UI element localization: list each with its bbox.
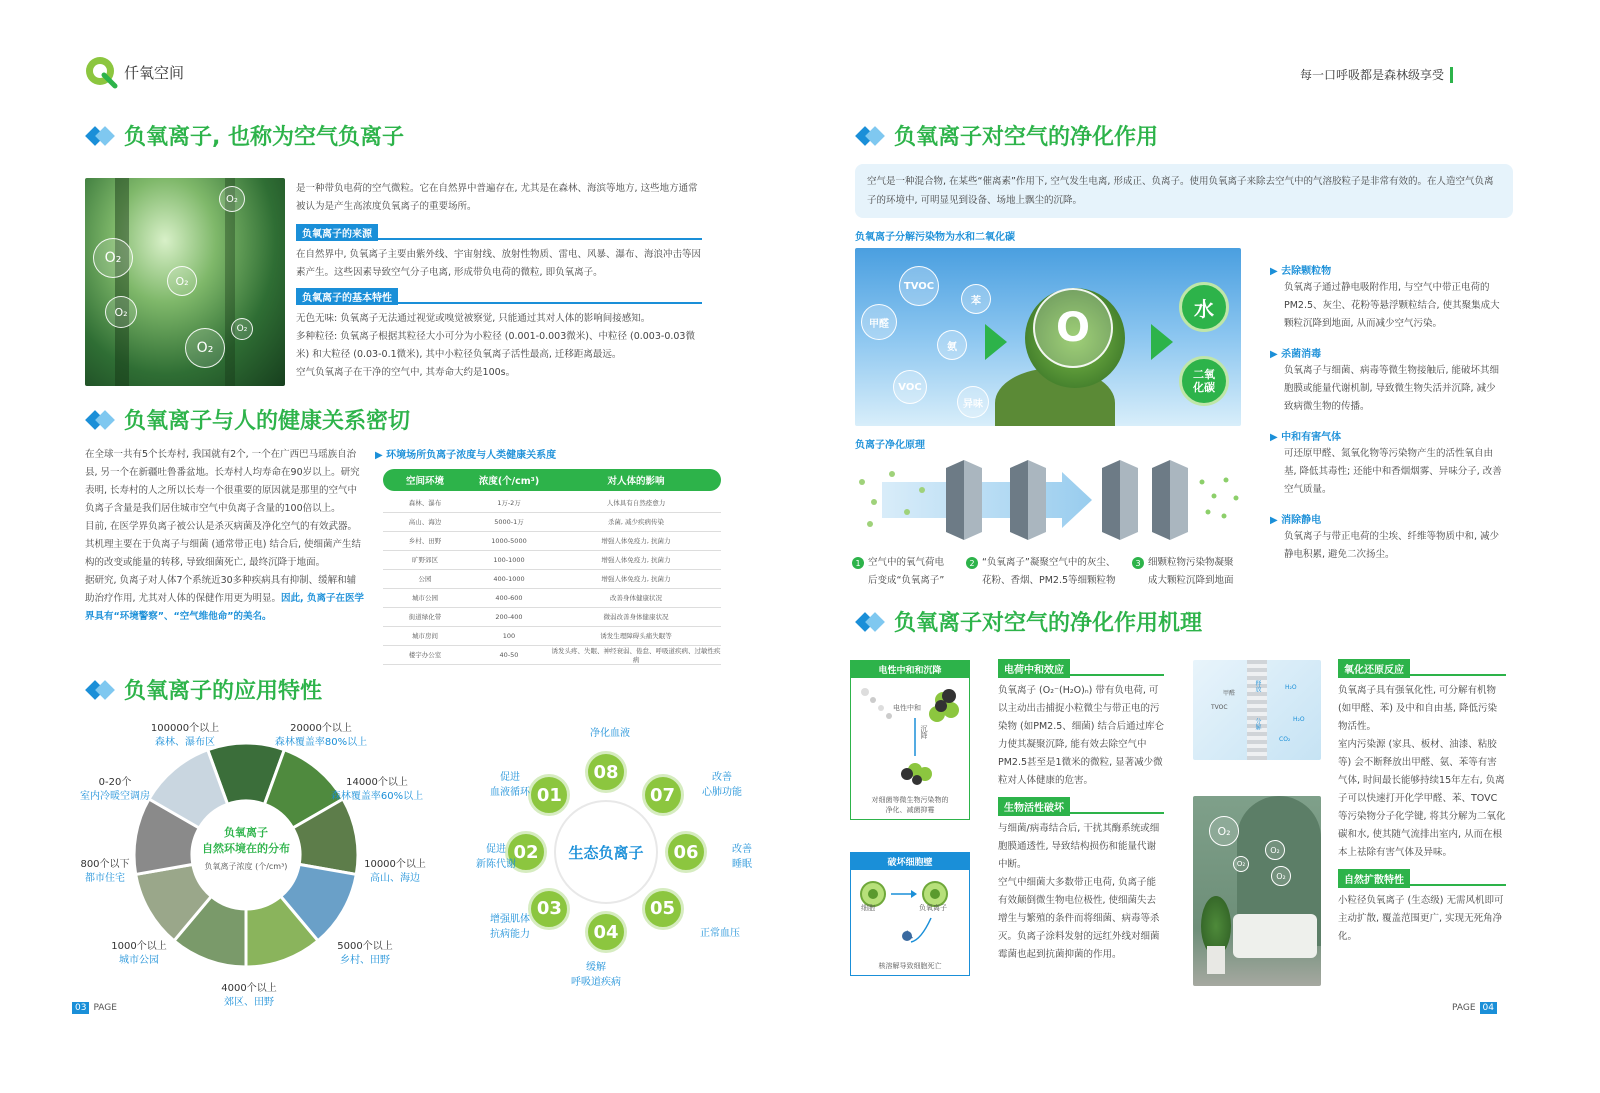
table-cell: 200-400 — [467, 607, 551, 626]
bio-text: 空气中细菌大多数带正电荷, 负离子能有效颠倒微生物电位极性, 使细菌失去增生与繁殖的条件而将细菌、病毒等杀灭。负离子涂料发射的远红外线对细菌霉菌也起到抗菌抑菌的作用。 — [998, 877, 1160, 960]
filter-diagram — [852, 452, 1244, 548]
table-cell: 5000-1万 — [467, 512, 551, 531]
section-title-mechanism: 负氧离子对空气的净化作用机理 — [858, 606, 1202, 637]
effect-text: 负氧离子与细菌、病毒等微生物接触后, 能破坏其细胞膜或能量代谢机制, 导致微生物失活并沉降, 减少致病微生物的传播。 — [1284, 365, 1500, 412]
table-row — [383, 550, 721, 569]
diamond-icon — [88, 411, 116, 429]
center-o-bubble: O — [1033, 288, 1113, 368]
eco-label: 促进 血液循环 — [490, 772, 530, 798]
effect-item — [1270, 262, 1502, 333]
box1-title: 电性中和和沉降 — [851, 661, 969, 678]
health-para: 据研究, 负离子对人体7个系统近30多种疾病具有抑制、缓解和辅助治疗作用, 尤其对人体的保健作用更为明显。因此, 负离子在医学界具有“环境警察”、“空气维他命”的美名。 — [85, 575, 364, 622]
subheading-diffusion: 自然扩散特性 — [1338, 868, 1506, 886]
table-row — [383, 645, 721, 664]
table-row — [383, 531, 721, 550]
img2-title: 负离子净化原理 — [855, 440, 925, 451]
diamond-icon — [858, 127, 886, 145]
o2-bubble: O₂ — [1271, 866, 1291, 886]
eco-label: 增强肌体 抗病能力 — [490, 914, 530, 940]
effect-title: ▶ 去除颗粒物 — [1270, 266, 1332, 277]
product-bubble-water: 水 — [1179, 282, 1229, 332]
table-cell: 高山、海边 — [383, 512, 467, 531]
forest-bubble-image — [85, 178, 285, 386]
eco-center-label: 生态负离子 — [568, 843, 644, 862]
table-cell: 改善身体健康状况 — [551, 588, 721, 607]
oxi-label: 甲醛 — [1223, 690, 1236, 697]
slogan: 每一口呼吸都是森林级享受 — [1300, 66, 1453, 83]
oxi-label: H₂O — [1285, 684, 1297, 691]
o2-bubble: O₂ — [1209, 816, 1239, 846]
o2-bubble: O₂ — [167, 266, 197, 296]
box1-caption: 对细菌等微生物污染物的 净化、减菌抑霉 — [871, 796, 949, 814]
table-row — [383, 493, 721, 512]
eco-label: 缓解 呼吸道疾病 — [571, 962, 621, 988]
arrow-icon — [1151, 324, 1173, 360]
diamond-icon — [858, 613, 886, 631]
o2-bubble: O₂ — [1265, 840, 1285, 860]
section-title-health: 负氧离子与人的健康关系密切 — [88, 404, 410, 435]
section-title-purify: 负氧离子对空气的净化作用 — [858, 120, 1158, 151]
table-cell: 城市公园 — [383, 588, 467, 607]
diamond-icon — [88, 127, 116, 145]
table-row — [383, 569, 721, 588]
effect-title: ▶ 中和有害气体 — [1270, 432, 1342, 443]
pollutant-bubble: 氨 — [937, 330, 967, 360]
table-cell: 街道绿化带 — [383, 607, 467, 626]
pie-label: 10000个以上 高山、海边 — [364, 859, 426, 884]
oxi-label: CO₂ — [1279, 736, 1291, 743]
intro-box: 空气是一种混合物, 在某些“催离素”作用下, 空气发生电离, 形成正、负离子。使用负氧离子来除去空气中的气溶胶粒子是非常有效的。在人造空气负离子的环境中, 可明显见到设备、场地上飘尘的沉降。 — [855, 164, 1513, 218]
pie-center-sub: 负氧离子浓度 (个/cm³) — [204, 862, 288, 871]
pollutant-bubble: 苯 — [961, 284, 991, 314]
effect-text: 负氧离子与带正电荷的尘埃、纤维等物质中和, 减少静电积累, 避免二次扬尘。 — [1284, 531, 1500, 560]
oxi-label: H₂O — [1293, 716, 1305, 723]
eco-label: 改善 心肺功能 — [702, 772, 742, 798]
page-number-right: PAGE 04 — [1452, 1002, 1497, 1014]
pie-center-title: 负氧离子 自然环境在的分布 — [202, 826, 290, 855]
o2-bubble: O₂ — [105, 296, 137, 328]
table-row — [383, 512, 721, 531]
brand-name: 仟氧空间 — [124, 63, 185, 82]
box2-label: 负氧离子 — [919, 904, 947, 912]
pie-label: 14000个以上 森林覆盖率60%以上 — [330, 777, 424, 802]
purify-step — [1132, 554, 1244, 590]
subheading-bio: 生物活性破坏 — [998, 796, 1164, 814]
subheading-source: 负氧离子的来源 — [296, 222, 702, 240]
eco-label: 正常血压 — [700, 928, 740, 939]
pollutant-bubble: 异味 — [957, 386, 989, 418]
eco-number-circle: 03 — [528, 888, 570, 930]
table-cell: 100-1000 — [467, 550, 551, 569]
page-number-left: 03 PAGE — [72, 1002, 117, 1014]
step-number: 3 — [1132, 557, 1144, 569]
box2-caption: 核溶解导致细胞死亡 — [878, 962, 942, 970]
section-title-application: 负氧离子的应用特性 — [88, 674, 322, 705]
o2-bubble: O₂ — [93, 238, 133, 278]
effect-item — [1270, 428, 1502, 499]
table-cell: 1万-2万 — [467, 493, 551, 512]
oxidation-image — [1193, 660, 1321, 760]
product-bubble-co2: 二氧 化碳 — [1179, 356, 1229, 406]
cell-diagram — [851, 870, 969, 970]
subheading-feature: 负氧离子的基本特性 — [296, 286, 702, 304]
purify-step — [852, 554, 962, 590]
diffusion-text: 小粒径负氧离子 (生态级) 无需风机即可主动扩散, 覆盖范围更广, 实现无死角净化。 — [1338, 895, 1504, 942]
eco-number-circle: 01 — [528, 774, 570, 816]
table-cell: 乡村、田野 — [383, 531, 467, 550]
oxi-text: 室内污染源 (家具、板材、油漆、粘胶等) 会不断释放出甲醛、氨、苯等有害气体, 时间最长能够持续15年左右, 负离子可以快速打开化学甲醛、苯、TOVC等污染物分子化学键, 将其分解为二氧化碳和水, 使其随气流排出室内, 从而在根本上祛除有害气体及异味。 — [1338, 739, 1506, 858]
table-row — [383, 626, 721, 645]
health-para: 目前, 在医学界负离子被公认是杀灭病菌及净化空气的有效武器。其机理主要在于负离子与细菌 (通常带正电) 结合后, 使细菌产生结构的改变或能量的转移, 导致细菌死亡, 最终沉降于地面。 — [85, 521, 361, 568]
pie-label: 5000个以上 乡村、田野 — [337, 941, 393, 966]
subheading-charge: 电荷中和效应 — [998, 658, 1164, 676]
table-cell: 旷野郊区 — [383, 550, 467, 569]
diamond-icon — [88, 681, 116, 699]
intro-text: 是一种带负电荷的空气微粒。它在自然界中普遍存在, 尤其是在森林、海滨等地方, 这些地方通常被认为是产生高浓度负氧离子的重要场所。 — [296, 183, 698, 212]
effect-item — [1270, 345, 1502, 416]
step-number: 1 — [852, 557, 864, 569]
pie-label: 4000个以上 郊区、田野 — [221, 983, 277, 1008]
feature-line: 无色无味: 负氧离子无法通过视觉或嗅觉被察觉, 只能通过其对人体的影响间接感知。 — [296, 313, 651, 324]
mechanism-box-cell — [850, 852, 970, 976]
eco-number-circle: 05 — [642, 888, 684, 930]
eco-number-circle: 02 — [505, 831, 547, 873]
effect-title: ▶ 杀菌消毒 — [1270, 349, 1322, 360]
table-cell: 1000-5000 — [467, 531, 551, 550]
pie-label: 0-20个 室内冷暖空调房 — [80, 777, 150, 802]
oxi-label: 分解 — [1254, 718, 1261, 730]
oxi-label: TVOC — [1211, 704, 1228, 711]
env-table — [383, 493, 721, 665]
pollutant-bubble: TVOC — [899, 266, 939, 306]
source-text: 在自然界中, 负氧离子主要由紫外线、宇宙射线、放射性物质、雷电、风暴、瀑布、海浪冲击等因素产生。这些因素导致空气分子电离, 形成带负电荷的微粒, 即负氧离子。 — [296, 249, 702, 278]
table-cell: 森林、瀑布 — [383, 493, 467, 512]
purify-step — [966, 554, 1128, 590]
eco-label: 净化血液 — [590, 728, 630, 739]
effect-text: 负氧离子通过静电吸附作用, 与空气中带正电荷的PM2.5、灰尘、花粉等悬浮颗粒结合, 使其聚集成大颗粒沉降到地面, 从而减少空气污染。 — [1284, 282, 1500, 329]
mechanism-box-neutralize — [850, 660, 970, 820]
table-cell: 400-600 — [467, 588, 551, 607]
pie-label: 100000个以上 森林、瀑布区 — [150, 723, 220, 748]
pie-label: 800个以下 都市住宅 — [80, 859, 130, 884]
table-header: 空间环境 浓度(个/cm³) 对人体的影响 — [383, 469, 721, 491]
table-cell: 增强人体免疫力, 抗菌力 — [551, 569, 721, 588]
table-title: ▶ 环境场所负离子浓度与人类健康关系度 — [375, 450, 557, 461]
pollutant-bubble: VOC — [893, 370, 927, 404]
o2-bubble: O₂ — [1233, 856, 1249, 872]
table-cell: 增强人体免疫力, 抗菌力 — [551, 531, 721, 550]
brand-logo-icon — [84, 55, 118, 89]
step-number: 2 — [966, 557, 978, 569]
table-cell: 人体具有自然痊愈力 — [551, 493, 721, 512]
table-cell: 诱发头疼、失眠、神经衰弱、倦怠、呼吸道疾病、过敏性疾病 — [551, 646, 721, 664]
room-image — [1193, 796, 1321, 986]
table-cell: 公园 — [383, 569, 467, 588]
eco-number-circle: 04 — [585, 911, 627, 953]
table-row — [383, 607, 721, 626]
box1-label: 沉降 — [920, 725, 928, 739]
oxi-label: 释放 — [1254, 680, 1261, 692]
o2-bubble: O₂ — [231, 318, 253, 340]
bio-text: 与细菌/病毒结合后, 干扰其酶系统或细胞膜通透性, 导致结构损伤和能量代谢中断。 — [998, 823, 1160, 870]
box2-label: 细胞 — [861, 904, 875, 912]
table-cell: 城市房间 — [383, 626, 467, 645]
table-cell: 诱发生理障碍头痛失眠等 — [551, 626, 721, 645]
health-para: 在全球一共有5个长寿村, 我国就有2个, 一个在广西巴马瑶族自治县, 另一个在新疆吐鲁番盆地。长寿村人均寿命在90岁以上。研究表明, 长寿村的人之所以长寿一个很重要的原因就是那里的空气中负离子含量是我们居住城市空气中负离子含量的100倍以上。 — [85, 449, 360, 514]
step-text: 空气中的氧气荷电 后变成“负氧离子” — [868, 557, 945, 586]
eco-label: 改善 睡眠 — [732, 844, 752, 870]
step-text: “负氧离子”凝聚空气中的灰尘、 花粉、香烟、PM2.5等细颗粒物 — [982, 557, 1116, 586]
pie-label: 1000个以上 城市公园 — [111, 941, 167, 966]
table-cell: 楼宇办公室 — [383, 645, 467, 664]
effect-item — [1270, 511, 1502, 564]
brand-logo — [84, 55, 184, 89]
arrow-icon — [985, 324, 1007, 360]
feature-line: 空气负氧离子在干净的空气中, 其寿命大约是100s。 — [296, 367, 516, 378]
section-title-negative-ion: 负氧离子, 也称为空气负离子 — [88, 120, 404, 151]
charge-text: 负氧离子 (O₂⁻(H₂O)ₙ) 带有负电荷, 可以主动出击捕捉小粒微尘与带正电的污染物 (如PM2.5、细菌) 结合后通过库仑力使其凝聚沉降, 能有效去除空气中PM2.5甚至是1微米的微粒, 显著减少微粒对人体健康的危害。 — [998, 685, 1164, 786]
feature-line: 多种粒径: 负氧离子根据其粒径大小可分为小粒径 (0.001-0.003微米)、中粒径 (0.003-0.03微米) 和大粒径 (0.03-0.1微米), 其中小粒径负氧离子活性最高, 迁移距离最远。 — [296, 331, 695, 360]
box1-label: 电性中和 — [893, 704, 921, 712]
eco-number-circle: 08 — [585, 751, 627, 793]
table-cell: 100 — [467, 626, 551, 645]
table-cell: 增强人体免疫力, 抗菌力 — [551, 550, 721, 569]
o2-bubble: O₂ — [185, 328, 225, 368]
o2-bubble: O₂ — [219, 186, 245, 212]
step-text: 细颗粒物污染物凝聚 成大颗粒沉降到地面 — [1148, 557, 1234, 586]
subheading-oxidation: 氧化还原反应 — [1338, 658, 1506, 676]
table-cell: 400-1000 — [467, 569, 551, 588]
effect-title: ▶ 消除静电 — [1270, 515, 1322, 526]
table-row — [383, 588, 721, 607]
eco-label: 促进 新陈代谢 — [476, 844, 516, 870]
img1-title: 负氧离子分解污染物为水和二氧化碳 — [855, 232, 1015, 243]
slogan-bar — [1450, 67, 1453, 83]
eco-number-circle: 07 — [642, 774, 684, 816]
box2-title: 破坏细胞壁 — [851, 853, 969, 870]
pie-label: 20000个以上 森林覆盖率80%以上 — [274, 723, 368, 748]
decompose-image — [855, 248, 1241, 426]
pie-center — [188, 825, 304, 872]
oxi-text: 负氧离子具有强氧化性, 可分解有机物 (如甲醛、苯) 及中和自由基, 降低污染物活性。 — [1338, 685, 1497, 732]
table-cell: 微弱改善身体健康状况 — [551, 607, 721, 626]
neutralize-diagram — [851, 678, 969, 788]
table-cell: 40-50 — [467, 645, 551, 664]
table-cell: 杀菌, 减少疾病传染 — [551, 512, 721, 531]
effect-text: 可还原甲醛、氮氧化物等污染物产生的活性氧自由基, 降低其毒性; 还能中和香烟烟雾、异味分子, 改善空气质量。 — [1284, 448, 1502, 495]
eco-number-circle: 06 — [665, 831, 707, 873]
eco-ring — [554, 800, 658, 904]
pollutant-bubble: 甲醛 — [861, 304, 897, 340]
